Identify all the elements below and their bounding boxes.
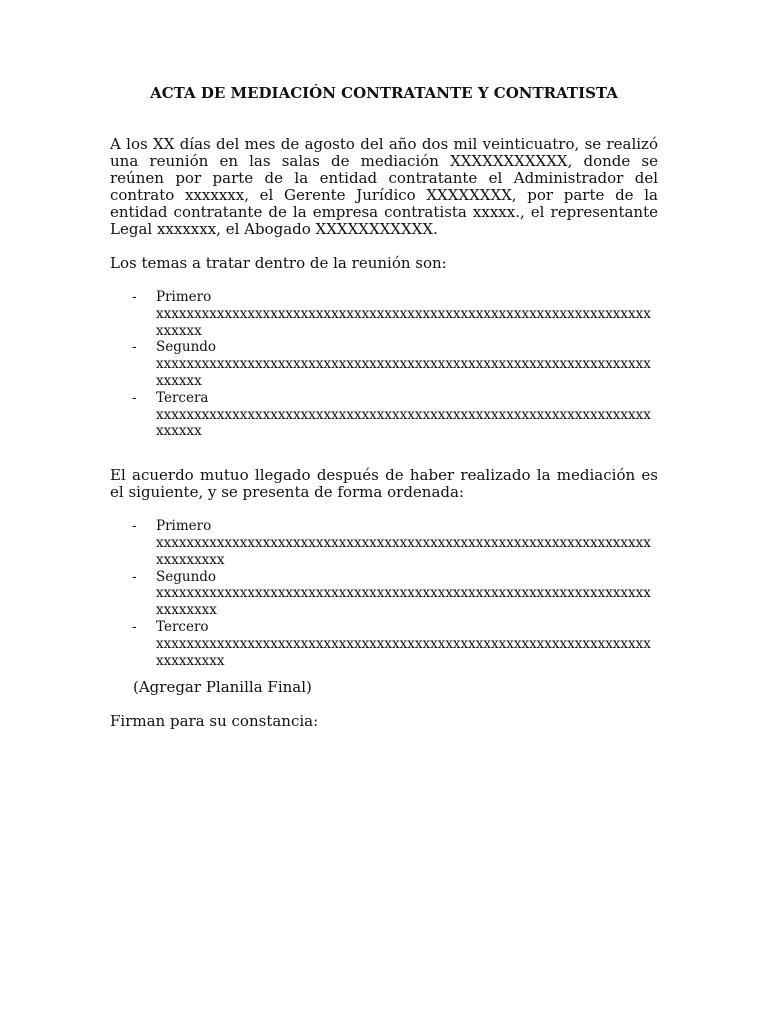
list-item-text: xxxxxxxxxxxxxxxxxxxxxxxxxxxxxxxxxxxxxxxxxxxxxxxxxxxxxxxxxxxxxxxxxxxxxxx: [156, 305, 651, 339]
list-item-label: Tercera: [156, 389, 209, 406]
list-item: [110, 569, 658, 619]
topics-list: [110, 289, 658, 440]
document-title: ACTA DE MEDIACIÓN CONTRATANTE Y CONTRATISTA: [150, 84, 618, 102]
list-item-label: Primero: [156, 518, 212, 535]
list-item: [110, 339, 658, 389]
list-item-text: xxxxxxxxxxxxxxxxxxxxxxxxxxxxxxxxxxxxxxxxxxxxxxxxxxxxxxxxxxxxxxxxxxxxxxx: [156, 406, 651, 440]
list-item-text: xxxxxxxxxxxxxxxxxxxxxxxxxxxxxxxxxxxxxxxxxxxxxxxxxxxxxxxxxxxxxxxxxxxxxxxxxx: [156, 534, 651, 568]
add-final-sheet-note: (Agregar Planilla Final): [133, 678, 312, 697]
list-item: [110, 619, 658, 669]
list-item: [110, 289, 658, 339]
list-item: [110, 390, 658, 440]
list-item-label: Segundo: [156, 339, 217, 356]
intro-paragraph: A los XX días del mes de agosto del año dos mil veinticuatro, se realizó una reunión en las salas de mediación XXXXXXXXXXX, donde se reúnen por parte de la entidad contratante el Administrador del contrato xxxxxxx, el Gerente Jurídico XXXXXXXX, por parte de la entidad contratante de la empresa contratista xxxxx., el representante Legal xxxxxxx, el Abogado XXXXXXXXXXX.: [110, 135, 658, 238]
document-page: [110, 84, 658, 730]
list-dash: -: [132, 518, 137, 535]
list-dash: -: [132, 339, 137, 356]
signature-line: Firman para su constancia:: [110, 712, 319, 731]
list-item-text: xxxxxxxxxxxxxxxxxxxxxxxxxxxxxxxxxxxxxxxxxxxxxxxxxxxxxxxxxxxxxxxxxxxxxxxxx: [156, 585, 651, 619]
agreement-heading: El acuerdo mutuo llegado después de haber realizado la mediación es el siguiente, y se presenta de forma ordenada:: [110, 466, 658, 502]
list-dash: -: [132, 618, 137, 635]
list-dash: -: [132, 568, 137, 585]
list-item-text: xxxxxxxxxxxxxxxxxxxxxxxxxxxxxxxxxxxxxxxxxxxxxxxxxxxxxxxxxxxxxxxxxxxxxxx: [156, 356, 651, 389]
list-item: [110, 518, 658, 568]
list-item-text: xxxxxxxxxxxxxxxxxxxxxxxxxxxxxxxxxxxxxxxxxxxxxxxxxxxxxxxxxxxxxxxxxxxxxxxxxx: [156, 635, 651, 669]
agreements-list: [110, 518, 658, 669]
list-item-label: Tercero: [156, 618, 209, 635]
list-item-label: Segundo: [156, 568, 217, 585]
list-dash: -: [132, 389, 137, 406]
list-dash: -: [132, 289, 137, 305]
topics-heading: Los temas a tratar dentro de la reunión son:: [110, 254, 447, 272]
list-item-label: Primero: [156, 289, 212, 305]
